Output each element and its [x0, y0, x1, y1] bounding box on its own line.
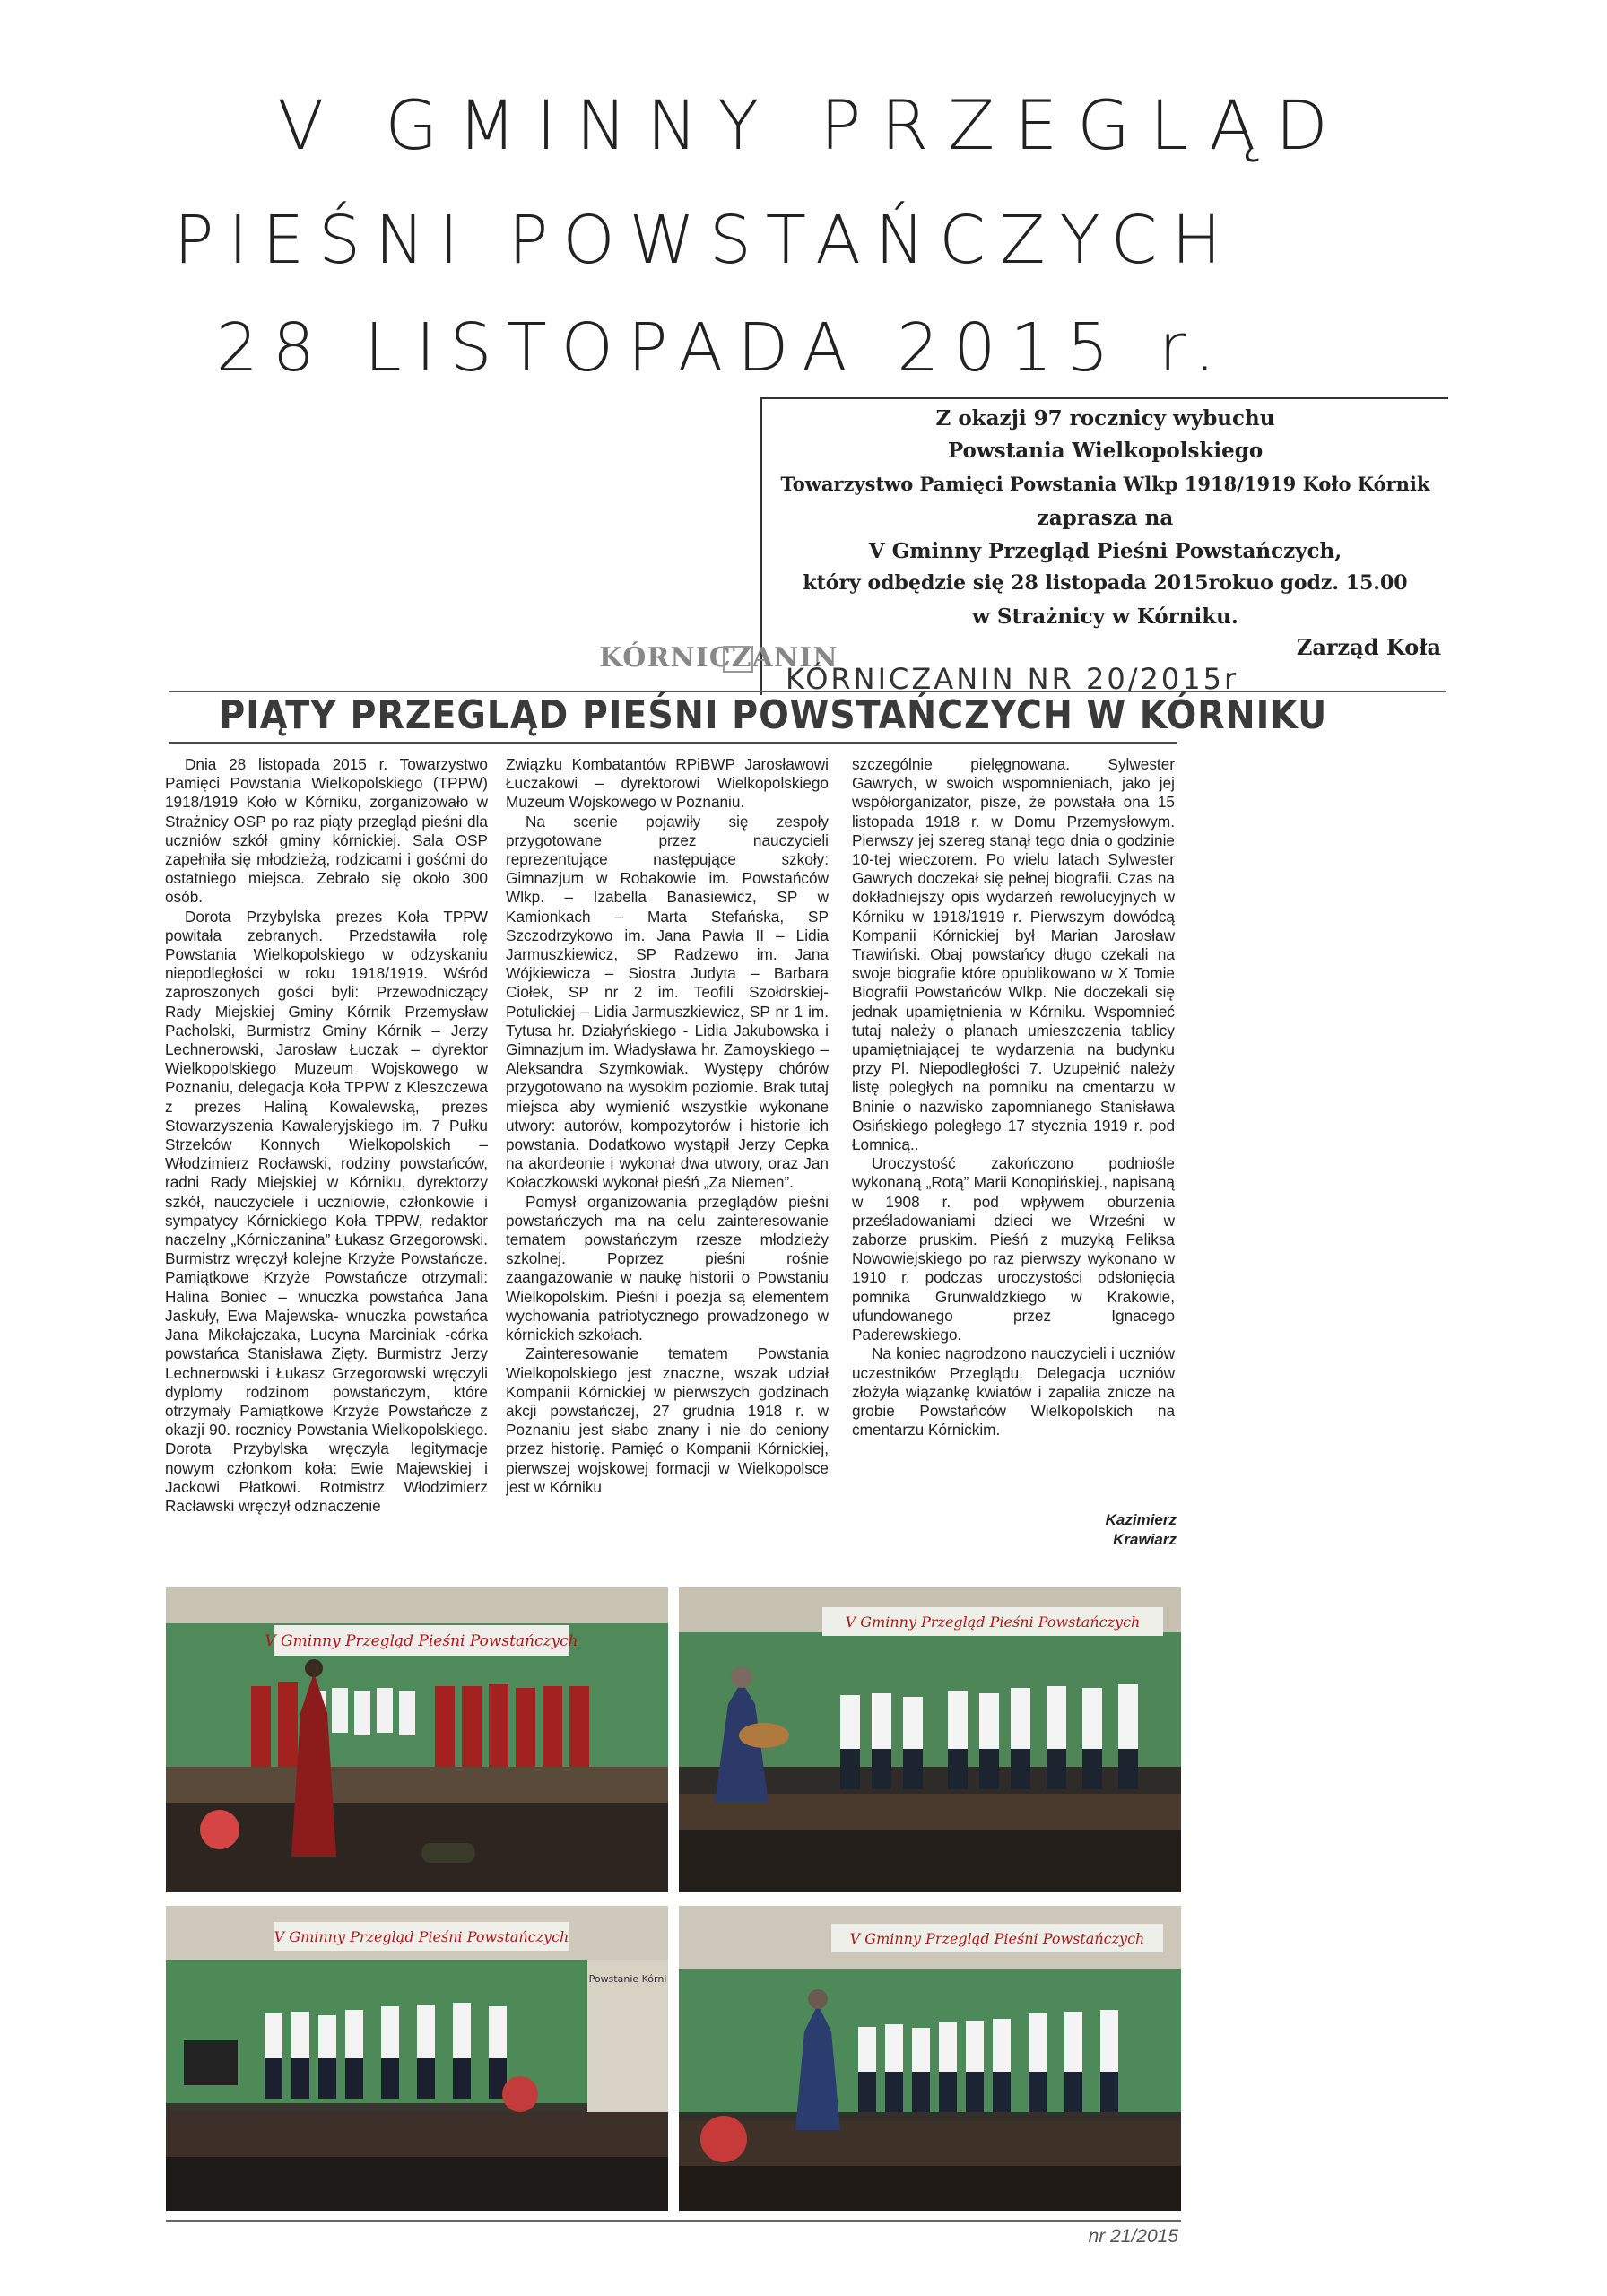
- article-column-2: [506, 755, 829, 1580]
- banner-text: V Gminny Przegląd Pieśni Powstańczych: [849, 1930, 1145, 1947]
- photo-choir-red-dresses: [166, 1587, 668, 1892]
- notice-line: w Strażnicy w Kórniku.: [972, 604, 1238, 629]
- notice-line: Towarzystwo Pamięci Powstania Wlkp 1918/1919 Koło Kórnik: [780, 473, 1430, 495]
- notice-line: zaprasza na: [1037, 506, 1174, 530]
- article-paragraph: Pomysł organizowania przeglądów pieśni powstańczych ma na celu zainteresowanie tematem powstańczym rzesze młodzieży szkolnej. Poprzez pieśni rośnie zaangażowanie w naukę historii o Powstaniu Wielkopolskim. Pieśni i poezja są elementem wychowania patriotycznego prowadzonego w kórnickich szkołach.: [506, 1192, 829, 1344]
- author-first-name: Kazimierz: [1105, 1511, 1177, 1528]
- article-paragraph: Uroczystość zakończono podniośle wykonaną „Rotą” Marii Konopińskiej., napisaną w 1908 r. pod wpływem oburzenia prześladowaniami dzieci we Wrześni w zaborze pruskim. Pieśń z muzyką Feliksa Nowowiejskiego po raz pierwszy wykonano w 1910 r. podczas uroczystości odsłonięcia pomnika Grunwaldzkiego w Krakowie, ufundowanego przez Ignacego Paderewskiego.: [852, 1154, 1175, 1344]
- banner-text: V Gminny Przegląd Pieśni Powstańczych: [274, 1928, 569, 1945]
- handwritten-title-line-2: PIEŚNI POWSTAŃCZYCH: [173, 202, 1237, 279]
- handwritten-title-line-1: V GMINNY PRZEGLĄD: [277, 85, 1348, 165]
- divider: [169, 742, 1177, 744]
- invitation-notice: [760, 397, 1448, 695]
- divider: [166, 2220, 1181, 2222]
- notice-signature: Zarząd Koła: [1296, 634, 1441, 660]
- article-column-3: [852, 755, 1175, 1580]
- notice-line: Z okazji 97 rocznicy wybuchu: [935, 406, 1275, 430]
- exhibit-board-text: Powstanie Kórni: [588, 1973, 667, 1985]
- photo-choir-with-conductor: [679, 1906, 1181, 2211]
- article-paragraph: szczególnie pielęgnowana. Sylwester Gawrych, w swoich wspomnieniach, jako jej współorganizator, pisze, że powstała ona 15 listopada 1918 r. w Domu Przemysłowym. Pierwszy jej szereg stanął tego dnia o godzinie 10-tej wieczorem. Po wielu latach Sylwester Gawrych doczekał się pełnej biografii. Czas na dokładniejszy opis wydarzeń rewolucyjnych w Kórniku w 1918/1919 r. Pierwszym dowódcą Kompanii Kórnickiej był Marian Jarosław Trawiński. Obaj powstańcy długo czekali na swoje biografie które opublikowano w X Tomie Biografii Powstańców Wlkp. Nie doczekali się jednak upamiętnienia w Kórniku. Wspomnieć tutaj należy o planach umieszczenia tablicy upamiętniającej te wydarzenia na budynku przy Pl. Niepodległości 7. Uzupełnić należy listę poległych na pomniku na cmentarzu w Bninie o nazwisko zapomnianego Stanisława Osińskiego poległego 17 stycznia 1919 r. pod Łomnicą..: [852, 755, 1175, 1154]
- article-author: [977, 1510, 1177, 1550]
- article-paragraph: Związku Kombatantów RPiBWP Jarosławowi Łuczakowi – dyrektorowi Wielkopolskiego Muzeum Wojskowego w Poznaniu.: [506, 755, 829, 812]
- notice-line: który odbędzie się 28 listopada 2015rokuo godz. 15.00: [803, 571, 1408, 595]
- article-paragraph: Zainteresowanie tematem Powstania Wielkopolskiego jest znaczne, wszak udział Kompanii Kórnickiej w pierwszych godzinach akcji powstańczej, 27 grudnia 1918 r. w Poznaniu jest słabo znany i nie do ceniony przez historię. Pamięć o Kompanii Kórnickiej, pierwszej wojskowej formacji w Wielkopolsce jest w Kórniku: [506, 1344, 829, 1496]
- article-paragraph: Dnia 28 listopada 2015 r. Towarzystwo Pamięci Powstania Wielkopolskiego (TPPW) 1918/1919 Koło w Kórniku, zorganizowało w Strażnicy OSP po raz piąty przegląd pieśni dla uczniów szkół gminy kórnickiej. Sala OSP zapełniła się młodzieżą, rodzicami i gośćmi do ostatniego miejsca. Zebrało się około 300 osób.: [165, 755, 488, 907]
- newspaper-logo-icon: [723, 646, 753, 673]
- newspaper-masthead: KÓRNICZANIN: [599, 642, 838, 674]
- author-last-name: Krawiarz: [1113, 1531, 1177, 1548]
- article-paragraph: Dorota Przybylska prezes Koła TPPW powitała zebranych. Przedstawiła rolę Powstania Wielkopolskiego w odzyskaniu niepodległości w roku 1918/1919. Wśród zaproszonych gości byli: Przewodniczący Rady Miejskiej Gminy Kórnik Przemysław Pacholski, Burmistrz Gminy Kórnik – Jerzy Lechnerowski, Jarosław Łuczak – dyrektor Wielkopolskiego Muzeum Wojskowego w Poznaniu, delegacja Koła TPPW z Kleszczewa z prezes Haliną Kowalewską, prezes Stowarzyszenia Kawaleryjskiego im. 7 Pułku Strzelców Konnych Wielkopolskich – Włodzimierz Rocławski, rodziny powstańców, radni Rady Miejskiej w Kórniku, dyrektorzy szkół, nauczyciele i uczniowie, członkowie i sympatycy Kórnickiego Koła TPPW, redaktor naczelny „Kórniczanina” Łukasz Grzegorowski. Burmistrz wręczył kolejne Krzyże Powstańcze. Pamiątkowe Krzyże Powstańcze otrzymali: Halina Boniec – wnuczka powstańca Jana Jaskuły, Ewa Majewska- wnuczka powstańca Jana Mikołajczaka, Lucyna Marciniak -córka powstańca Stanisława Zięty. Burmistrz Jerzy Lechnerowski i Łukasz Grzegorowski wręczyli dyplomy rodzinom powstańczym, które otrzymały Pamiątkowe Krzyże Powstańcze z okazji 90. rocznicy Powstania Wielkopolskiego. Dorota Przybylska wręczyła legitymacje nowym członkom koła: Ewie Majewskiej i Jackowi Płatkowi. Rotmistrz Włodzimierz Racławski wręczył odznaczenie: [165, 907, 488, 1515]
- article-headline: PIĄTY PRZEGLĄD PIEŚNI POWSTAŃCZYCH W KÓRNIKU: [219, 692, 1328, 738]
- article-column-1: [165, 755, 488, 1580]
- banner-text: V Gminny Przegląd Pieśni Powstańczych: [845, 1613, 1141, 1631]
- photo-nun-with-guitar: [679, 1587, 1181, 1892]
- issue-handwritten-note: KÓRNICZANIN NR 20/2015r: [786, 662, 1239, 696]
- notice-line: V Gminny Przegląd Pieśni Powstańczych,: [868, 539, 1342, 563]
- page-number: nr 21/2015: [1088, 2226, 1178, 2247]
- notice-line: Powstania Wielkopolskiego: [947, 439, 1264, 463]
- article-paragraph: Na scenie pojawiły się zespoły przygotowane przez nauczycieli reprezentujące następujące szkoły: Gimnazjum w Robakowie im. Powstańców Wlkp. – Izabella Banasiewicz, SP w Kamionkach – Marta Stefańska, SP Szczodrzykowo im. Jana Pawła II – Lidia Jarmuszkiewicz, SP Radzewo im. Jana Wójkiewicza – Siostra Judyta – Barbara Ciołek, SP nr 2 im. Teofili Szołdrskiej-Potulickiej – Lidia Jarmuszkiewicz, SP nr 1 im. Tytusa hr. Działyńskiego - Lidia Jakubowska i Gimnazjum im. Władysława hr. Zamoyskiego – Aleksandra Szymkowiak. Występy chórów przygotowano na wysokim poziomie. Brak tutaj miejsca aby wymienić wszystkie wykonane utwory: autorów, kompozytorów i historie ich powstania. Dodatkowo wystąpił Jerzy Cepka na akordeonie i wykonał dwa utwory, oraz Jan Kołaczkowski wykonał pieśń „Za Niemen”.: [506, 812, 829, 1192]
- article-paragraph: Na koniec nagrodzono nauczycieli i uczniów uczestników Przeglądu. Delegacja uczniów złożyła wiązankę kwiatów i zapaliła znicze na grobie Powstańców Wielkopolskich na cmentarzu Kórnickim.: [852, 1344, 1175, 1439]
- handwritten-title-line-3: 28 LISTOPADA 2015 r.: [215, 309, 1230, 387]
- photo-school-choir: [166, 1906, 668, 2211]
- banner-text: V Gminny Przegląd Pieśni Powstańczych: [265, 1632, 578, 1650]
